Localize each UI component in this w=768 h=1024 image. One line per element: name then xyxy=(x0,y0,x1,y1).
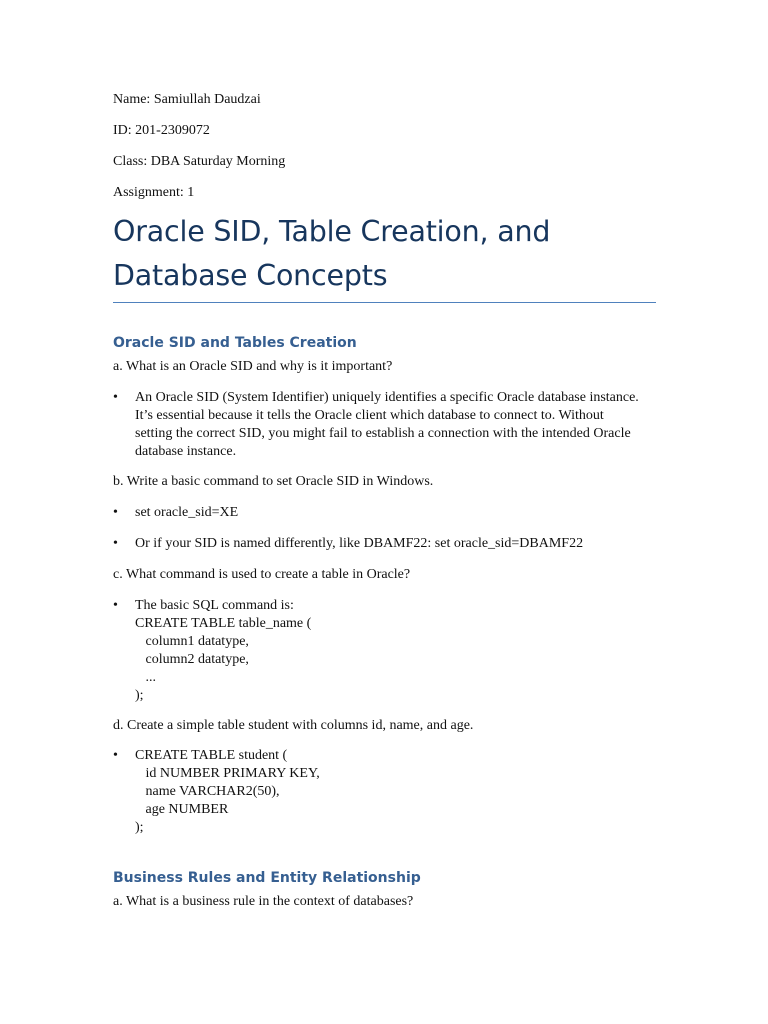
document-title-line-1: Oracle SID, Table Creation, and xyxy=(113,215,551,248)
student-id: ID: 201-2309072 xyxy=(113,123,210,138)
bullet-marker: • xyxy=(113,390,118,405)
answer-a-text: An Oracle SID (System Identifier) uniquely identifies a specific Oracle database instance. It’s essential because it tells the Oracle client which database to connect to. Without setting the correct SID, you might fail to establish a connection with the intended Oracle database instance. xyxy=(135,390,639,459)
question-business-rule: a. What is a business rule in the context of databases? xyxy=(113,894,414,909)
question-d: d. Create a simple table student with columns id, name, and age. xyxy=(113,718,474,733)
bullet-marker: • xyxy=(113,598,118,613)
assignment-number: Assignment: 1 xyxy=(113,185,195,200)
answer-b-text-1: set oracle_sid=XE xyxy=(135,505,239,520)
bullet-marker: • xyxy=(113,748,118,763)
question-a: a. What is an Oracle SID and why is it important? xyxy=(113,359,393,374)
title-divider xyxy=(113,302,656,303)
question-c: c. What command is used to create a table in Oracle? xyxy=(113,567,411,582)
document-title xyxy=(113,210,658,298)
bullet-marker: • xyxy=(113,536,118,551)
bullet-marker: • xyxy=(113,505,118,520)
section-heading-oracle-sid: Oracle SID and Tables Creation xyxy=(113,335,357,351)
answer-d-code: CREATE TABLE student ( id NUMBER PRIMARY KEY, name VARCHAR2(50), age NUMBER ); xyxy=(135,748,320,835)
student-name: Name: Samiullah Daudzai xyxy=(113,92,261,107)
class-name: Class: DBA Saturday Morning xyxy=(113,154,286,169)
document-title-line-2: Database Concepts xyxy=(113,259,388,292)
answer-c-code: The basic SQL command is: CREATE TABLE table_name ( column1 datatype, column2 datatype, ... ); xyxy=(135,598,312,703)
section-heading-business-rules: Business Rules and Entity Relationship xyxy=(113,870,421,886)
document-page xyxy=(113,0,658,1024)
answer-b-text-2: Or if your SID is named differently, like DBAMF22: set oracle_sid=DBAMF22 xyxy=(135,536,584,551)
question-b: b. Write a basic command to set Oracle SID in Windows. xyxy=(113,474,434,489)
